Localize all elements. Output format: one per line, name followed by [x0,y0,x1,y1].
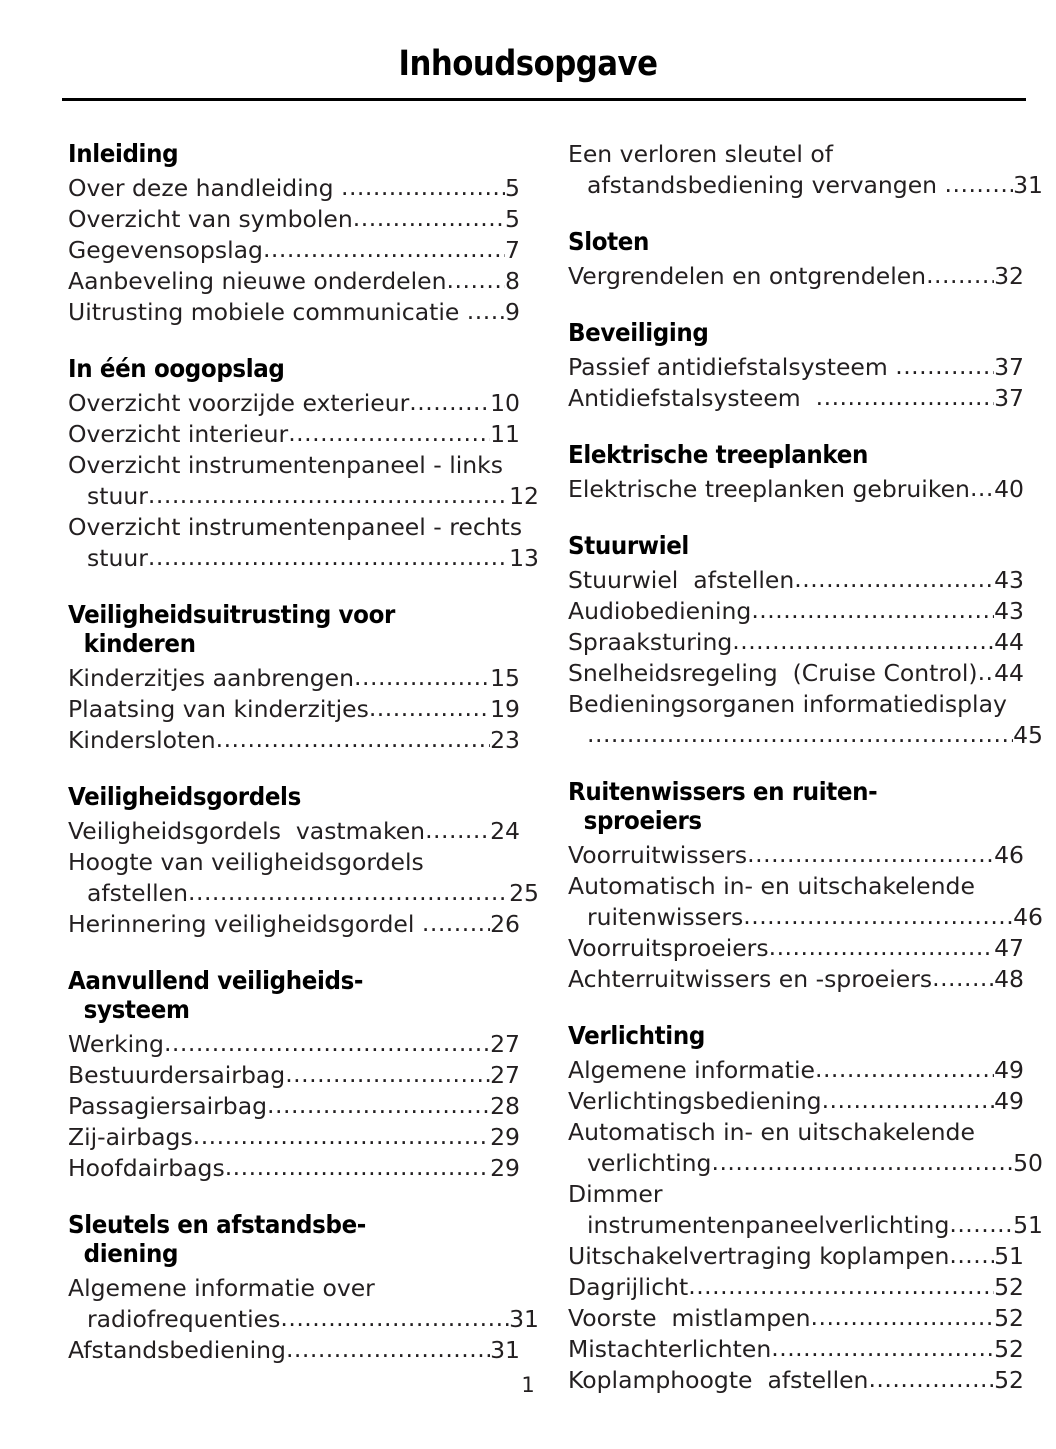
toc-entry-row [68,1091,520,1122]
toc-entry-row [568,1334,1024,1365]
toc-leader-dots [263,234,505,265]
toc-entry-row [68,1060,520,1091]
toc-entry[interactable] [68,1122,520,1153]
toc-entry-label: Aanbeveling nieuwe onderdelen [68,267,447,295]
toc-entry-label: Kindersloten [68,726,216,754]
toc-entry[interactable] [568,689,1043,751]
toc-entry[interactable] [68,235,520,266]
toc-entry-label: Mistachterlichten [568,1335,772,1363]
toc-entry-row [68,663,520,694]
toc-entry-page-number: 28 [490,1092,520,1120]
toc-section-heading: Inleiding [68,139,179,168]
toc-leader-dots [148,542,509,573]
toc-entry-page-number: 43 [994,597,1024,625]
toc-entry-label: Vergrendelen en ontgrendelen [568,262,927,290]
toc-entry-row [568,933,1024,964]
toc-entry-label: Passief antidiefstalsysteem [568,353,896,381]
toc-entry-label: stuur [87,544,148,572]
toc-leader-dots [747,839,994,870]
toc-entry-row [68,725,520,756]
toc-section-heading: Sloten [568,227,650,256]
toc-entry-title-line1: Bedieningsorganen informatiedisplay [568,690,1007,718]
toc-section-heading: Aanvullend veiligheids- systeem [68,966,484,1024]
toc-entry[interactable] [568,474,1024,505]
toc-leader-dots [286,1334,490,1365]
toc-entry-label: Veiligheidsgordels vastmaken [68,817,426,845]
toc-entry-page-number: 26 [490,910,520,938]
toc-entry-title-line1: Automatisch in- en uitschakelende [568,872,975,900]
toc-entry-page-number: 15 [490,664,520,692]
toc-entry[interactable] [568,933,1024,964]
toc-entry-label: Algemene informatie [568,1056,815,1084]
toc-entry-row [568,261,1024,292]
toc-entry[interactable] [68,1091,520,1122]
toc-entry-page-number: 10 [490,389,520,417]
toc-entry-row [568,1148,1043,1179]
toc-entry-page-number: 11 [490,420,520,448]
toc-section-heading-line2: sproeiers [583,806,702,835]
toc-section [568,227,1024,292]
toc-entry-row [568,658,1024,689]
toc-entry-label: verlichting [587,1149,712,1177]
toc-entry-label: Afstandsbediening [68,1336,286,1364]
toc-entry-label: ruitenwissers [587,903,744,931]
toc-entry[interactable] [68,1029,520,1060]
toc-leader-dots [341,172,505,203]
toc-entry-title-line1: Algemene informatie over [68,1274,375,1302]
toc-entry-row [568,474,1024,505]
toc-entry-page-number: 29 [490,1154,520,1182]
toc-entry[interactable] [68,909,520,940]
toc-entry[interactable] [568,1055,1024,1086]
toc-entry-label: Antidiefstalsysteem [568,384,816,412]
toc-entry-label: afstellen [87,879,188,907]
toc-leader-dots [732,626,994,657]
toc-entry-row [68,878,539,909]
page-title: Inhoudsopgave [398,44,658,84]
toc-entry[interactable] [68,1273,539,1335]
toc-entry-label: Elektrische treeplanken gebruiken [568,475,970,503]
toc-entry-row [568,383,1024,414]
toc-entry-page-number: 27 [490,1030,520,1058]
toc-section [68,354,539,574]
toc-entry[interactable] [568,352,1024,383]
toc-entry[interactable] [568,1272,1024,1303]
toc-entry[interactable] [568,627,1024,658]
toc-leader-dots [148,480,509,511]
toc-entry-page-number: 24 [490,817,520,845]
toc-entry-title-line1: Een verloren sleutel of [568,140,834,168]
toc-leader-dots [926,260,994,291]
toc-leader-dots [225,1152,490,1183]
toc-leader-dots [711,1147,1013,1178]
toc-leader-dots [771,1333,994,1364]
toc-entry-label: Voorruitsproeiers [568,934,769,962]
toc-entry-label: Zij-airbags [68,1123,193,1151]
toc-entry-page-number: 45 [1013,721,1043,749]
toc-entry-label: stuur [87,482,148,510]
toc-entry-page-number: 23 [490,726,520,754]
toc-entry[interactable] [568,1241,1024,1272]
toc-entry-row [568,1272,1024,1303]
toc-entry-page-number: 5 [505,174,520,202]
toc-entry-row [68,173,520,204]
toc-entry-label: Gegevensopslag [68,236,263,264]
toc-entry-label: Snelheidsregeling (Cruise Control) [568,659,978,687]
toc-entry-page-number: 19 [490,695,520,723]
toc-leader-dots [978,657,995,688]
toc-entry[interactable] [68,1335,520,1366]
toc-leader-dots [769,932,995,963]
toc-section-heading-line2: systeem [83,995,190,1024]
toc-entry-page-number: 48 [994,965,1024,993]
toc-leader-dots [288,418,490,449]
toc-entry-page-number: 31 [509,1305,539,1333]
toc-entry-page-number: 44 [994,628,1024,656]
toc-section [68,966,520,1184]
toc-section [568,777,1043,995]
toc-entry-label: Spraaksturing [568,628,733,656]
toc-entry[interactable] [568,139,1043,201]
toc-entry-page-number: 37 [994,353,1024,381]
toc-entry-row [568,565,1024,596]
toc-entry-page-number: 8 [505,267,520,295]
toc-entry-label: Kinderzitjes aanbrengen [68,664,355,692]
toc-entry-row [68,297,520,328]
toc-entry-page-number: 46 [994,841,1024,869]
toc-entry[interactable] [68,816,520,847]
toc-entry-label: Bestuurdersairbag [68,1061,286,1089]
toc-section-heading: Veiligheidsuitrusting voor kinderen [68,600,484,658]
toc-section [68,1210,539,1366]
toc-entry-label: Achterruitwissers en -sproeiers [568,965,933,993]
toc-entry-page-number: 7 [505,236,520,264]
toc-leader-dots [267,1090,490,1121]
toc-entry[interactable] [68,1153,520,1184]
toc-entry-row [68,388,520,419]
toc-entry-title-line1: Automatisch in- en uitschakelende [568,1118,975,1146]
toc-entry-label: Koplamphoogte afstellen [568,1366,869,1394]
toc-entry-row [68,1122,520,1153]
toc-entry-title-line1: Overzicht instrumentenpaneel - links [68,451,504,479]
toc-entry-row [568,352,1024,383]
toc-section-heading: In één oogopslag [68,354,285,383]
toc-entry-page-number: 12 [509,482,539,510]
toc-section-heading: Elektrische treeplanken [568,440,868,469]
toc-leader-dots [285,1059,490,1090]
page-number: 1 [521,1373,535,1397]
toc-entry-row [568,720,1043,751]
toc-entry-label: Hoofdairbags [68,1154,225,1182]
toc-entry[interactable] [68,694,520,725]
toc-entry-label: Voorste mistlampen [568,1304,811,1332]
toc-entry-title-line1: Overzicht instrumentenpaneel - rechts [68,513,523,541]
toc-entry-page-number: 37 [994,384,1024,412]
toc-entry-page-number: 27 [490,1061,520,1089]
toc-entry-row [68,1029,520,1060]
toc-entry[interactable] [68,204,520,235]
toc-entry[interactable] [68,725,520,756]
toc-leader-dots [369,693,490,724]
toc-leader-dots [822,1085,995,1116]
toc-leader-dots [932,963,994,994]
toc-entry-page-number: 49 [994,1056,1024,1084]
title-divider [62,98,1026,101]
toc-entry-page-number: 46 [1013,903,1043,931]
toc-entry-page-number: 32 [994,262,1024,290]
toc-entry[interactable] [68,512,539,574]
toc-entry-page-number: 51 [994,1242,1024,1270]
toc-entry-row [68,419,520,450]
toc-leader-dots [587,719,1013,750]
toc-entry[interactable] [68,1060,520,1091]
toc-section [68,139,520,328]
toc-entry[interactable] [568,596,1024,627]
toc-entry[interactable] [568,1117,1043,1179]
toc-entry[interactable] [568,1179,1043,1241]
toc-entry[interactable] [68,173,520,204]
toc-leader-dots [216,724,491,755]
toc-entry-page-number: 40 [994,475,1024,503]
toc-section-heading: Veiligheidsgordels [68,782,301,811]
toc-section-heading: Verlichting [568,1021,705,1050]
toc-entry-page-number: 52 [994,1273,1024,1301]
toc-entry-page-number: 13 [509,544,539,572]
toc-entry-label: Plaatsing van kinderzitjes [68,695,369,723]
toc-leader-dots [467,296,505,327]
toc-column-left [68,139,539,1366]
toc-entry[interactable] [568,1334,1024,1365]
toc-leader-dots [188,877,509,908]
toc-entry-page-number: 50 [1013,1149,1043,1177]
toc-entry[interactable] [568,261,1024,292]
toc-section-heading: Beveiliging [568,318,709,347]
toc-entry-row [68,816,520,847]
toc-entry[interactable] [568,1303,1024,1334]
toc-entry-row [68,543,539,574]
toc-entry[interactable] [68,266,520,297]
toc-entry-page-number: 9 [505,298,520,326]
toc-section-heading: Sleutels en afstandsbe- diening [68,1210,484,1268]
toc-entry-label: Dagrijlicht [568,1273,689,1301]
toc-leader-dots [815,1054,994,1085]
toc-entry-label: Overzicht interieur [68,420,289,448]
toc-entry-page-number: 5 [505,205,520,233]
toc-entry-label: Stuurwiel afstellen [568,566,795,594]
toc-entry[interactable] [68,388,520,419]
toc-entry-label: Audiobediening [568,597,752,625]
toc-entry-row [68,235,520,266]
toc-entry[interactable] [568,964,1024,995]
toc-entry-page-number: 25 [509,879,539,907]
toc-leader-dots [895,351,994,382]
toc-column-right [568,139,1043,1396]
toc-entry-page-number: 49 [994,1087,1024,1115]
toc-leader-dots [688,1271,994,1302]
toc-leader-dots [743,901,1013,932]
toc-leader-dots [164,1028,490,1059]
toc-leader-dots [280,1303,509,1334]
toc-leader-dots [970,473,994,504]
toc-entry-label: Verlichtingsbediening [568,1087,822,1115]
toc-entry-row [568,627,1024,658]
toc-entry[interactable] [68,297,520,328]
toc-entry-row [68,1153,520,1184]
toc-entry-label: Uitschakelvertraging koplampen [568,1242,950,1270]
toc-entry-label: Voorruitwissers [568,841,748,869]
toc-entry-row [68,266,520,297]
toc-entry[interactable] [68,663,520,694]
toc-section-heading: Ruitenwissers en ruiten- sproeiers [568,777,988,835]
toc-entry-title-line1: Dimmer [568,1180,663,1208]
toc-section-heading-line2: kinderen [83,629,196,658]
toc-leader-dots [811,1302,995,1333]
toc-entry[interactable] [568,871,1043,933]
toc-section-heading-line2: diening [83,1239,179,1268]
toc-entry-row [68,481,539,512]
toc-entry-page-number: 29 [490,1123,520,1151]
toc-entry-label: Over deze handleiding [68,174,341,202]
toc-leader-dots [794,564,994,595]
toc-entry[interactable] [568,565,1024,596]
toc-entry-row [568,964,1024,995]
toc-entry-row [568,1086,1024,1117]
toc-entry-label: Werking [68,1030,164,1058]
toc-entry-label: Uitrusting mobiele communicatie [68,298,467,326]
toc-entry-row [568,840,1024,871]
toc-leader-dots [353,203,505,234]
toc-entry-row [68,204,520,235]
toc-entry-label: afstandsbediening vervangen [587,171,945,199]
toc-entry[interactable] [68,847,539,909]
toc-entry-page-number: 51 [1013,1211,1043,1239]
toc-leader-dots [949,1209,1013,1240]
toc-entry[interactable] [568,1086,1024,1117]
toc-entry-page-number: 44 [994,659,1024,687]
toc-entry-row [568,1210,1043,1241]
toc-entry-page-number: 52 [994,1335,1024,1363]
toc-entry-row [568,596,1024,627]
toc-entry-title-line1: Hoogte van veiligheidsgordels [68,848,424,876]
toc-entry-page-number: 31 [490,1336,520,1364]
toc-entry-label: radiofrequenties [87,1305,281,1333]
toc-entry-row [568,170,1043,201]
toc-entry-page-number: 52 [994,1366,1024,1394]
toc-section [568,139,1043,201]
toc-leader-dots [447,265,506,296]
toc-entry-row [568,1303,1024,1334]
toc-entry-row [68,1304,539,1335]
toc-entry-page-number: 43 [994,566,1024,594]
toc-section [568,531,1043,751]
toc-entry-page-number: 47 [994,934,1024,962]
toc-entry-label: Herinnering veiligheidsgordel [68,910,422,938]
toc-entry-row [68,909,520,940]
toc-entry-label: instrumentenpaneelverlichting [587,1211,950,1239]
toc-leader-dots [409,387,490,418]
toc-section [68,600,520,756]
toc-entry[interactable] [568,658,1024,689]
toc-leader-dots [354,662,490,693]
toc-section [568,1021,1043,1396]
toc-entry-row [568,1055,1024,1086]
toc-entry[interactable] [68,419,520,450]
toc-entry-label: Passagiersairbag [68,1092,268,1120]
toc-section [68,782,539,940]
toc-entry-row [68,694,520,725]
toc-leader-dots [193,1121,490,1152]
toc-entry-page-number: 31 [1013,171,1043,199]
toc-entry-row [68,1335,520,1366]
toc-entry[interactable] [568,840,1024,871]
toc-leader-dots [816,382,994,413]
toc-leader-dots [422,908,490,939]
toc-section [568,318,1024,414]
toc-leader-dots [945,169,1014,200]
toc-section [568,440,1024,505]
toc-entry[interactable] [68,450,539,512]
toc-entry-page-number: 52 [994,1304,1024,1332]
toc-entry[interactable] [568,383,1024,414]
toc-entry-label: Overzicht voorzijde exterieur [68,389,410,417]
toc-leader-dots [425,815,490,846]
toc-section-heading: Stuurwiel [568,531,689,560]
toc-entry-row [568,902,1043,933]
toc-leader-dots [751,595,994,626]
toc-entry-label: Overzicht van symbolen [68,205,353,233]
toc-leader-dots [949,1240,994,1271]
toc-entry-row [568,1241,1024,1272]
